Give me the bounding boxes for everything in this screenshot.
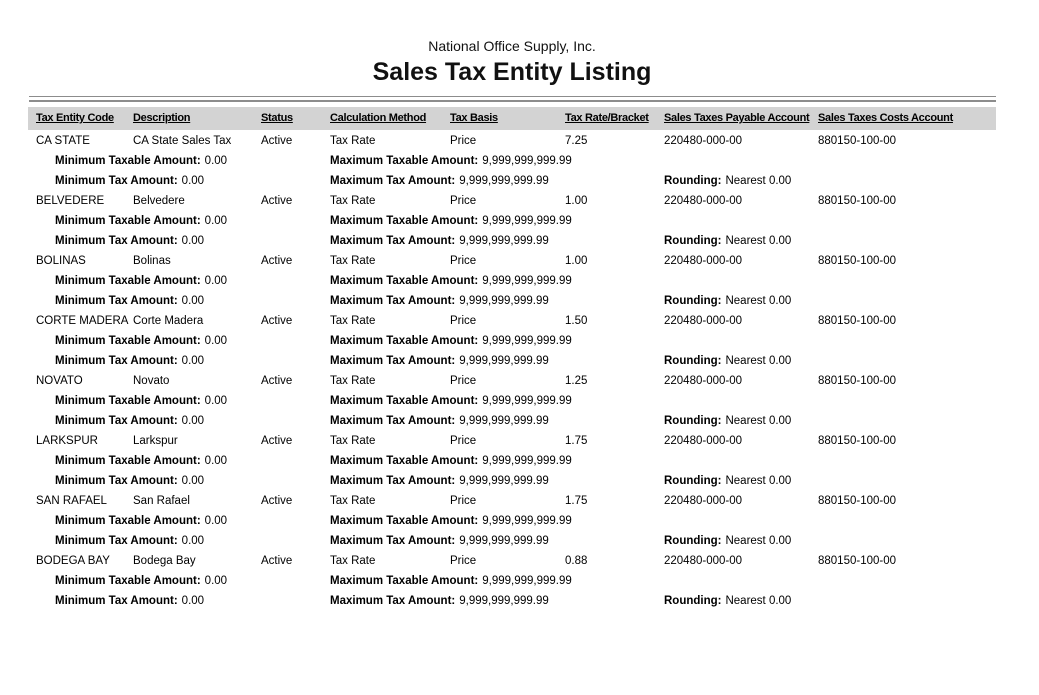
max-taxable-amount: [330, 271, 572, 291]
min-taxable-value: 0.00: [204, 335, 228, 347]
min-taxable-amount: [55, 451, 227, 471]
entity-calculation-method: Tax Rate: [330, 375, 376, 387]
rounding: [664, 411, 791, 431]
min-tax-label: Minimum Tax Amount:: [55, 475, 178, 487]
entity-code: CA STATE: [36, 135, 90, 147]
rounding-value: Nearest 0.00: [725, 595, 792, 607]
min-tax-amount: [55, 291, 204, 311]
max-tax-value: 9,999,999,999.99: [459, 295, 549, 307]
entity-description: CA State Sales Tax: [133, 135, 232, 147]
entity-tax-basis: Price: [450, 375, 477, 387]
min-taxable-label: Minimum Taxable Amount:: [55, 335, 201, 347]
max-taxable-label: Maximum Taxable Amount:: [330, 395, 479, 407]
entity-costs-account: 880150-100-00: [818, 255, 897, 267]
min-tax-amount: [55, 411, 204, 431]
entity-payable-account: 220480-000-00: [664, 255, 743, 267]
rounding-value: Nearest 0.00: [725, 235, 792, 247]
entity-tax-rate: 7.25: [565, 135, 588, 147]
entity-status: Active: [261, 435, 293, 447]
max-tax-value: 9,999,999,999.99: [459, 175, 549, 187]
column-header-costs-account: Sales Taxes Costs Account: [818, 112, 953, 124]
min-tax-amount: [55, 591, 204, 611]
rounding-label: Rounding:: [664, 595, 722, 607]
entity-status: Active: [261, 135, 293, 147]
rounding-value: Nearest 0.00: [725, 295, 792, 307]
entity-description: Larkspur: [133, 435, 178, 447]
rounding-label: Rounding:: [664, 535, 722, 547]
entity-calculation-method: Tax Rate: [330, 135, 376, 147]
max-tax-label: Maximum Tax Amount:: [330, 235, 456, 247]
rounding-label: Rounding:: [664, 295, 722, 307]
entity-calculation-method: Tax Rate: [330, 495, 376, 507]
report-title: Sales Tax Entity Listing: [372, 58, 652, 86]
entity-block: [28, 311, 996, 371]
min-tax-label: Minimum Tax Amount:: [55, 535, 178, 547]
max-taxable-label: Maximum Taxable Amount:: [330, 455, 479, 467]
max-taxable-amount: [330, 391, 572, 411]
min-tax-value: 0.00: [181, 355, 205, 367]
entity-calculation-method: Tax Rate: [330, 435, 376, 447]
entity-costs-account: 880150-100-00: [818, 435, 897, 447]
rounding-value: Nearest 0.00: [725, 475, 792, 487]
rounding-value: Nearest 0.00: [725, 535, 792, 547]
entity-costs-account: 880150-100-00: [818, 135, 897, 147]
entity-tax-rate: 1.50: [565, 315, 588, 327]
max-tax-amount: [330, 531, 549, 551]
min-taxable-label: Minimum Taxable Amount:: [55, 275, 201, 287]
entity-list: [28, 131, 996, 611]
max-taxable-label: Maximum Taxable Amount:: [330, 275, 479, 287]
min-taxable-amount: [55, 511, 227, 531]
max-tax-amount: [330, 231, 549, 251]
max-tax-value: 9,999,999,999.99: [459, 535, 549, 547]
min-tax-value: 0.00: [181, 295, 205, 307]
entity-tax-basis: Price: [450, 195, 477, 207]
max-taxable-value: 9,999,999,999.99: [482, 335, 572, 347]
header-rule-bottom: [29, 100, 996, 102]
entity-costs-account: 880150-100-00: [818, 555, 897, 567]
entity-payable-account: 220480-000-00: [664, 195, 743, 207]
max-tax-label: Maximum Tax Amount:: [330, 415, 456, 427]
min-taxable-value: 0.00: [204, 575, 228, 587]
max-tax-amount: [330, 291, 549, 311]
entity-tax-basis: Price: [450, 255, 477, 267]
entity-tax-basis: Price: [450, 315, 477, 327]
entity-payable-account: 220480-000-00: [664, 135, 743, 147]
min-taxable-label: Minimum Taxable Amount:: [55, 215, 201, 227]
max-tax-amount: [330, 591, 549, 611]
entity-tax-rate: 1.75: [565, 435, 588, 447]
max-taxable-label: Maximum Taxable Amount:: [330, 155, 479, 167]
column-header-row: [28, 107, 996, 130]
entity-description: Belvedere: [133, 195, 185, 207]
entity-tax-rate: 1.25: [565, 375, 588, 387]
max-taxable-label: Maximum Taxable Amount:: [330, 515, 479, 527]
entity-code: BELVEDERE: [36, 195, 105, 207]
min-taxable-value: 0.00: [204, 395, 228, 407]
max-tax-label: Maximum Tax Amount:: [330, 295, 456, 307]
entity-calculation-method: Tax Rate: [330, 195, 376, 207]
entity-block: [28, 191, 996, 251]
entity-payable-account: 220480-000-00: [664, 315, 743, 327]
entity-code: LARKSPUR: [36, 435, 98, 447]
entity-calculation-method: Tax Rate: [330, 315, 376, 327]
entity-payable-account: 220480-000-00: [664, 495, 743, 507]
column-header-tax-rate-bracket: Tax Rate/Bracket: [565, 112, 649, 124]
rounding: [664, 291, 791, 311]
entity-block: [28, 551, 996, 611]
min-tax-label: Minimum Tax Amount:: [55, 235, 178, 247]
entity-tax-basis: Price: [450, 555, 477, 567]
entity-block: [28, 251, 996, 311]
entity-description: Bodega Bay: [133, 555, 196, 567]
rounding-label: Rounding:: [664, 475, 722, 487]
entity-status: Active: [261, 315, 293, 327]
max-taxable-label: Maximum Taxable Amount:: [330, 215, 479, 227]
rounding: [664, 531, 791, 551]
rounding-value: Nearest 0.00: [725, 175, 792, 187]
max-tax-amount: [330, 351, 549, 371]
max-tax-label: Maximum Tax Amount:: [330, 355, 456, 367]
entity-costs-account: 880150-100-00: [818, 495, 897, 507]
min-taxable-value: 0.00: [204, 455, 228, 467]
entity-payable-account: 220480-000-00: [664, 555, 743, 567]
rounding: [664, 171, 791, 191]
max-taxable-amount: [330, 331, 572, 351]
max-tax-label: Maximum Tax Amount:: [330, 475, 456, 487]
entity-costs-account: 880150-100-00: [818, 195, 897, 207]
min-tax-amount: [55, 471, 204, 491]
entity-payable-account: 220480-000-00: [664, 375, 743, 387]
rounding-label: Rounding:: [664, 355, 722, 367]
header-rule-top: [29, 96, 996, 97]
entity-tax-basis: Price: [450, 135, 477, 147]
rounding-label: Rounding:: [664, 415, 722, 427]
rounding: [664, 591, 791, 611]
entity-description: San Rafael: [133, 495, 190, 507]
entity-status: Active: [261, 195, 293, 207]
entity-tax-basis: Price: [450, 435, 477, 447]
min-tax-amount: [55, 171, 204, 191]
entity-costs-account: 880150-100-00: [818, 375, 897, 387]
entity-block: [28, 131, 996, 191]
min-tax-label: Minimum Tax Amount:: [55, 595, 178, 607]
max-tax-value: 9,999,999,999.99: [459, 415, 549, 427]
entity-status: Active: [261, 255, 293, 267]
entity-description: Novato: [133, 375, 170, 387]
company-name: National Office Supply, Inc.: [428, 38, 596, 54]
max-taxable-value: 9,999,999,999.99: [482, 395, 572, 407]
entity-description: Bolinas: [133, 255, 171, 267]
min-taxable-label: Minimum Taxable Amount:: [55, 155, 201, 167]
column-header-tax-entity-code: Tax Entity Code: [36, 112, 114, 124]
max-taxable-amount: [330, 211, 572, 231]
rounding-label: Rounding:: [664, 175, 722, 187]
min-tax-value: 0.00: [181, 175, 205, 187]
rounding-value: Nearest 0.00: [725, 415, 792, 427]
min-tax-amount: [55, 531, 204, 551]
min-tax-value: 0.00: [181, 235, 205, 247]
min-taxable-amount: [55, 271, 227, 291]
min-taxable-amount: [55, 211, 227, 231]
max-tax-amount: [330, 171, 549, 191]
max-tax-label: Maximum Tax Amount:: [330, 535, 456, 547]
rounding-value: Nearest 0.00: [725, 355, 792, 367]
min-tax-value: 0.00: [181, 535, 205, 547]
entity-tax-rate: 1.00: [565, 255, 588, 267]
min-tax-value: 0.00: [181, 475, 205, 487]
entity-block: [28, 431, 996, 491]
max-taxable-value: 9,999,999,999.99: [482, 455, 572, 467]
max-tax-value: 9,999,999,999.99: [459, 475, 549, 487]
min-taxable-value: 0.00: [204, 155, 228, 167]
max-taxable-amount: [330, 451, 572, 471]
min-tax-label: Minimum Tax Amount:: [55, 295, 178, 307]
max-taxable-label: Maximum Taxable Amount:: [330, 575, 479, 587]
entity-block: [28, 371, 996, 431]
min-taxable-amount: [55, 571, 227, 591]
min-taxable-value: 0.00: [204, 275, 228, 287]
max-taxable-value: 9,999,999,999.99: [482, 155, 572, 167]
entity-tax-rate: 0.88: [565, 555, 588, 567]
max-tax-amount: [330, 411, 549, 431]
entity-status: Active: [261, 495, 293, 507]
min-tax-label: Minimum Tax Amount:: [55, 415, 178, 427]
entity-description: Corte Madera: [133, 315, 204, 327]
min-taxable-value: 0.00: [204, 215, 228, 227]
max-tax-label: Maximum Tax Amount:: [330, 595, 456, 607]
rounding: [664, 471, 791, 491]
max-taxable-value: 9,999,999,999.99: [482, 215, 572, 227]
entity-calculation-method: Tax Rate: [330, 255, 376, 267]
entity-tax-rate: 1.00: [565, 195, 588, 207]
entity-status: Active: [261, 375, 293, 387]
column-header-status: Status: [261, 112, 293, 124]
min-tax-value: 0.00: [181, 595, 205, 607]
min-tax-label: Minimum Tax Amount:: [55, 175, 178, 187]
min-tax-value: 0.00: [181, 415, 205, 427]
max-taxable-value: 9,999,999,999.99: [482, 275, 572, 287]
column-header-tax-basis: Tax Basis: [450, 112, 498, 124]
max-tax-value: 9,999,999,999.99: [459, 595, 549, 607]
min-taxable-amount: [55, 391, 227, 411]
max-tax-label: Maximum Tax Amount:: [330, 175, 456, 187]
entity-code: NOVATO: [36, 375, 83, 387]
min-taxable-amount: [55, 331, 227, 351]
entity-tax-basis: Price: [450, 495, 477, 507]
max-taxable-amount: [330, 571, 572, 591]
max-taxable-label: Maximum Taxable Amount:: [330, 335, 479, 347]
max-taxable-value: 9,999,999,999.99: [482, 575, 572, 587]
rounding: [664, 351, 791, 371]
max-taxable-value: 9,999,999,999.99: [482, 515, 572, 527]
max-tax-value: 9,999,999,999.99: [459, 235, 549, 247]
min-tax-label: Minimum Tax Amount:: [55, 355, 178, 367]
entity-costs-account: 880150-100-00: [818, 315, 897, 327]
entity-code: CORTE MADERA: [36, 315, 129, 327]
entity-tax-rate: 1.75: [565, 495, 588, 507]
entity-code: SAN RAFAEL: [36, 495, 107, 507]
min-taxable-label: Minimum Taxable Amount:: [55, 395, 201, 407]
min-taxable-value: 0.00: [204, 515, 228, 527]
min-taxable-label: Minimum Taxable Amount:: [55, 515, 201, 527]
entity-payable-account: 220480-000-00: [664, 435, 743, 447]
max-tax-value: 9,999,999,999.99: [459, 355, 549, 367]
entity-code: BODEGA BAY: [36, 555, 110, 567]
column-header-payable-account: Sales Taxes Payable Account: [664, 112, 810, 124]
entity-status: Active: [261, 555, 293, 567]
column-header-description: Description: [133, 112, 191, 124]
min-taxable-label: Minimum Taxable Amount:: [55, 455, 201, 467]
entity-code: BOLINAS: [36, 255, 86, 267]
entity-block: [28, 491, 996, 551]
min-tax-amount: [55, 351, 204, 371]
max-taxable-amount: [330, 151, 572, 171]
min-taxable-amount: [55, 151, 227, 171]
min-tax-amount: [55, 231, 204, 251]
rounding: [664, 231, 791, 251]
column-header-calculation-method: Calculation Method: [330, 112, 427, 124]
max-taxable-amount: [330, 511, 572, 531]
min-taxable-label: Minimum Taxable Amount:: [55, 575, 201, 587]
rounding-label: Rounding:: [664, 235, 722, 247]
entity-calculation-method: Tax Rate: [330, 555, 376, 567]
max-tax-amount: [330, 471, 549, 491]
